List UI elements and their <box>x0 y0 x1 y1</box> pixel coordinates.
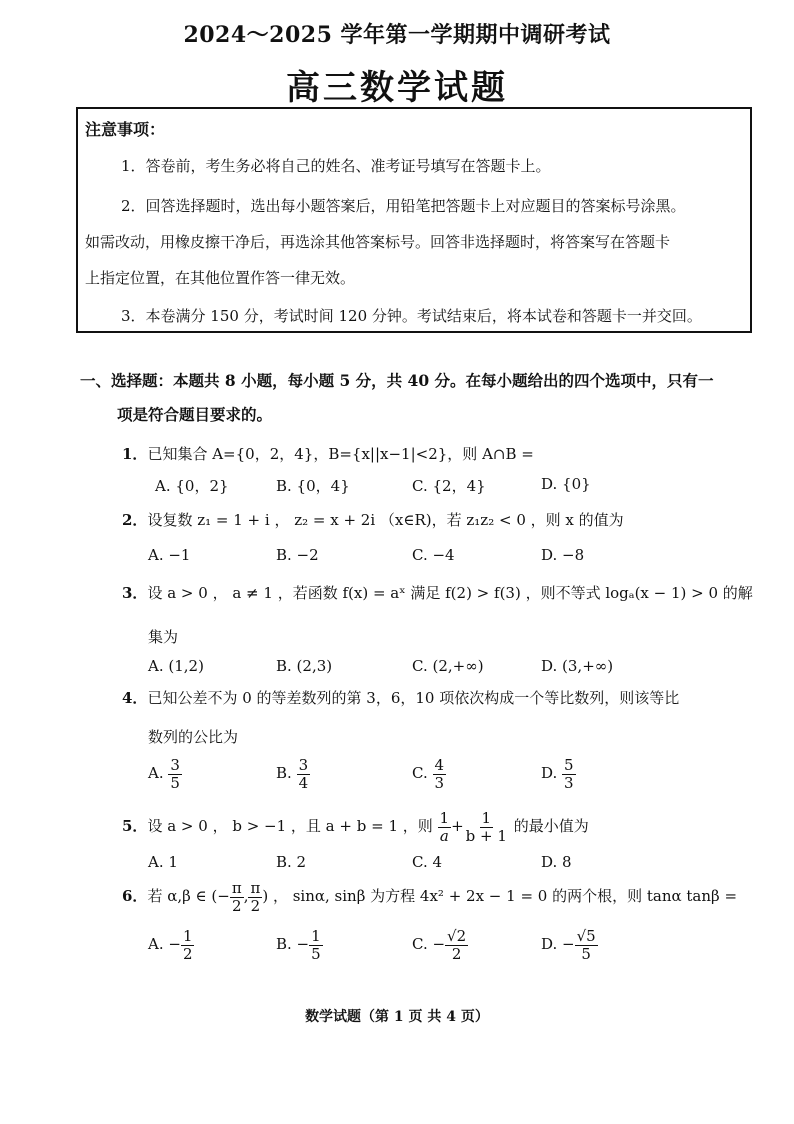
q5-option-b: B. 2 <box>276 853 307 871</box>
q3-option-a: A. (1,2) <box>148 657 204 675</box>
q4-option-b <box>276 757 310 791</box>
q3-option-b: B. (2,3) <box>276 657 333 675</box>
subject-title: 高三数学试题 <box>286 68 508 108</box>
denominator: 5 <box>170 773 180 792</box>
q6-option-c <box>412 928 468 962</box>
fraction <box>168 757 182 791</box>
option-label: A. − <box>148 935 181 953</box>
denominator: 2 <box>250 896 261 915</box>
question-stem-before: 设 a > 0 ， b > −1 ，且 a + b = 1 ，则 <box>147 817 433 835</box>
question-number: 4． <box>122 689 148 707</box>
question-1 <box>122 443 534 464</box>
plus-sign: + <box>451 817 464 835</box>
question-stem-before: 若 α,β ∈ (− <box>147 887 230 905</box>
question-number: 5． <box>122 817 148 835</box>
notice-line-4: 上指定位置，在其他位置作答一律无效。 <box>85 269 356 287</box>
q3-option-c: C. (2,+∞) <box>412 657 484 675</box>
denominator: 5 <box>311 944 321 963</box>
option-label: C. <box>412 764 428 782</box>
option-label: B. − <box>276 935 310 953</box>
fraction <box>562 757 576 791</box>
fraction <box>230 880 244 914</box>
fraction <box>445 928 468 962</box>
question-number: 1． <box>122 445 148 463</box>
option-label: D. <box>541 764 558 782</box>
denominator: 2 <box>182 944 193 963</box>
fraction <box>248 880 262 914</box>
option-label: A. <box>148 764 164 782</box>
numerator: 3 <box>170 756 180 774</box>
question-stem-after: ) ， sinα, sinβ 为方程 4x² + 2x − 1 = 0 的两个根，则 tanα tanβ = <box>262 887 738 905</box>
denominator: 3 <box>434 773 445 792</box>
comma: , <box>243 887 249 905</box>
section-title-line2: 项是符合题目要求的。 <box>117 405 273 424</box>
denominator: a <box>439 826 449 845</box>
exam-title: 2024～2025 学年第一学期期中调研考试 <box>183 22 611 48</box>
question-stem: 已知集合 A={0，2，4}，B={x||x−1|<2}，则 A∩B = <box>147 445 534 463</box>
question-stem: 设 a > 0 ， a ≠ 1 ，若函数 f(x) = aˣ 满足 f(2) > f(3) ，则不等式 logₐ(x − 1) > 0 的解 <box>147 584 753 602</box>
notice-line-1: 1．答卷前，考生务必将自己的姓名、准考证号填写在答题卡上。 <box>121 157 551 175</box>
numerator: 1 <box>439 809 450 827</box>
question-stem: 设复数 z₁ = 1 + i ， z₂ = x + 2i （x∈R)，若 z₁z₂ < 0 ，则 x 的值为 <box>147 511 624 529</box>
q2-option-c: C. −4 <box>412 546 455 564</box>
question-stem-after: 的最小值为 <box>513 817 589 835</box>
fraction <box>433 757 447 791</box>
fraction <box>464 810 509 844</box>
denominator: 4 <box>298 773 309 792</box>
numerator: √2 <box>447 927 467 945</box>
numerator: 5 <box>564 756 574 774</box>
option-label: C. − <box>412 935 446 953</box>
q6-option-d <box>541 928 598 962</box>
q1-option-d: D. {0} <box>541 475 591 493</box>
section-title-line1: 一、选择题：本题共 8 小题，每小题 5 分，共 40 分。在每小题给出的四个选项中，只有一 <box>80 371 714 390</box>
numerator: 3 <box>298 756 309 774</box>
question-number: 6． <box>122 887 148 905</box>
q5-option-c: C. 4 <box>412 853 443 871</box>
numerator: π <box>250 879 261 897</box>
fraction <box>575 928 598 962</box>
question-number: 3． <box>122 584 148 602</box>
notice-title: 注意事项： <box>85 120 166 139</box>
notice-line-3: 如需改动，用橡皮擦干净后，再选涂其他答案标号。回答非选择题时，将答案写在答题卡 <box>85 233 671 251</box>
q2-option-a: A. −1 <box>148 546 191 564</box>
q2-option-b: B. −2 <box>276 546 319 564</box>
q1-option-b: B. {0，4} <box>276 477 350 495</box>
fraction <box>297 757 311 791</box>
denominator: 3 <box>564 773 574 792</box>
denominator: 5 <box>581 944 591 963</box>
denominator: 2 <box>232 896 242 915</box>
q3-option-d: D. (3,+∞) <box>541 657 614 675</box>
denominator: 2 <box>451 944 462 963</box>
notice-line-2: 2．回答选择题时，选出每小题答案后，用铅笔把答题卡上对应题目的答案标号涂黑。 <box>121 197 686 215</box>
question-3 <box>122 582 753 603</box>
question-4 <box>122 687 679 708</box>
option-label: D. − <box>541 935 575 953</box>
q4-option-c <box>412 757 446 791</box>
q1-option-c: C. {2，4} <box>412 477 486 495</box>
fraction <box>181 928 195 962</box>
numerator: √5 <box>576 927 596 945</box>
question-3-continued: 集为 <box>148 628 179 646</box>
q6-option-a <box>148 928 194 962</box>
fraction <box>309 928 323 962</box>
option-label: B. <box>276 764 292 782</box>
q4-option-a <box>148 757 182 791</box>
numerator: 4 <box>434 756 445 774</box>
question-stem: 已知公差不为 0 的等差数列的第 3，6，10 项依次构成一个等比数列，则该等比 <box>147 689 680 707</box>
notice-line-5: 3．本卷满分 150 分，考试时间 120 分钟。考试结束后，将本试卷和答题卡一并交回。 <box>121 307 702 325</box>
notice-box <box>76 107 752 333</box>
numerator: π <box>231 879 242 897</box>
q6-option-b <box>276 928 323 962</box>
question-2 <box>122 509 624 530</box>
numerator: 1 <box>481 809 492 827</box>
question-4-continued: 数列的公比为 <box>148 728 239 746</box>
question-number: 2． <box>122 511 148 529</box>
q2-option-d: D. −8 <box>541 546 585 564</box>
fraction <box>438 810 452 844</box>
q5-option-a: A. 1 <box>148 853 178 871</box>
denominator: b + 1 <box>465 826 507 845</box>
q4-option-d <box>541 757 576 791</box>
q5-option-d: D. 8 <box>541 853 572 871</box>
question-6 <box>122 880 737 914</box>
numerator: 1 <box>311 927 321 945</box>
question-5 <box>122 810 589 844</box>
q1-option-a: A. {0，2} <box>155 477 229 495</box>
page-footer: 数学试题（第 1 页 共 4 页） <box>305 1009 489 1025</box>
numerator: 1 <box>182 927 193 945</box>
